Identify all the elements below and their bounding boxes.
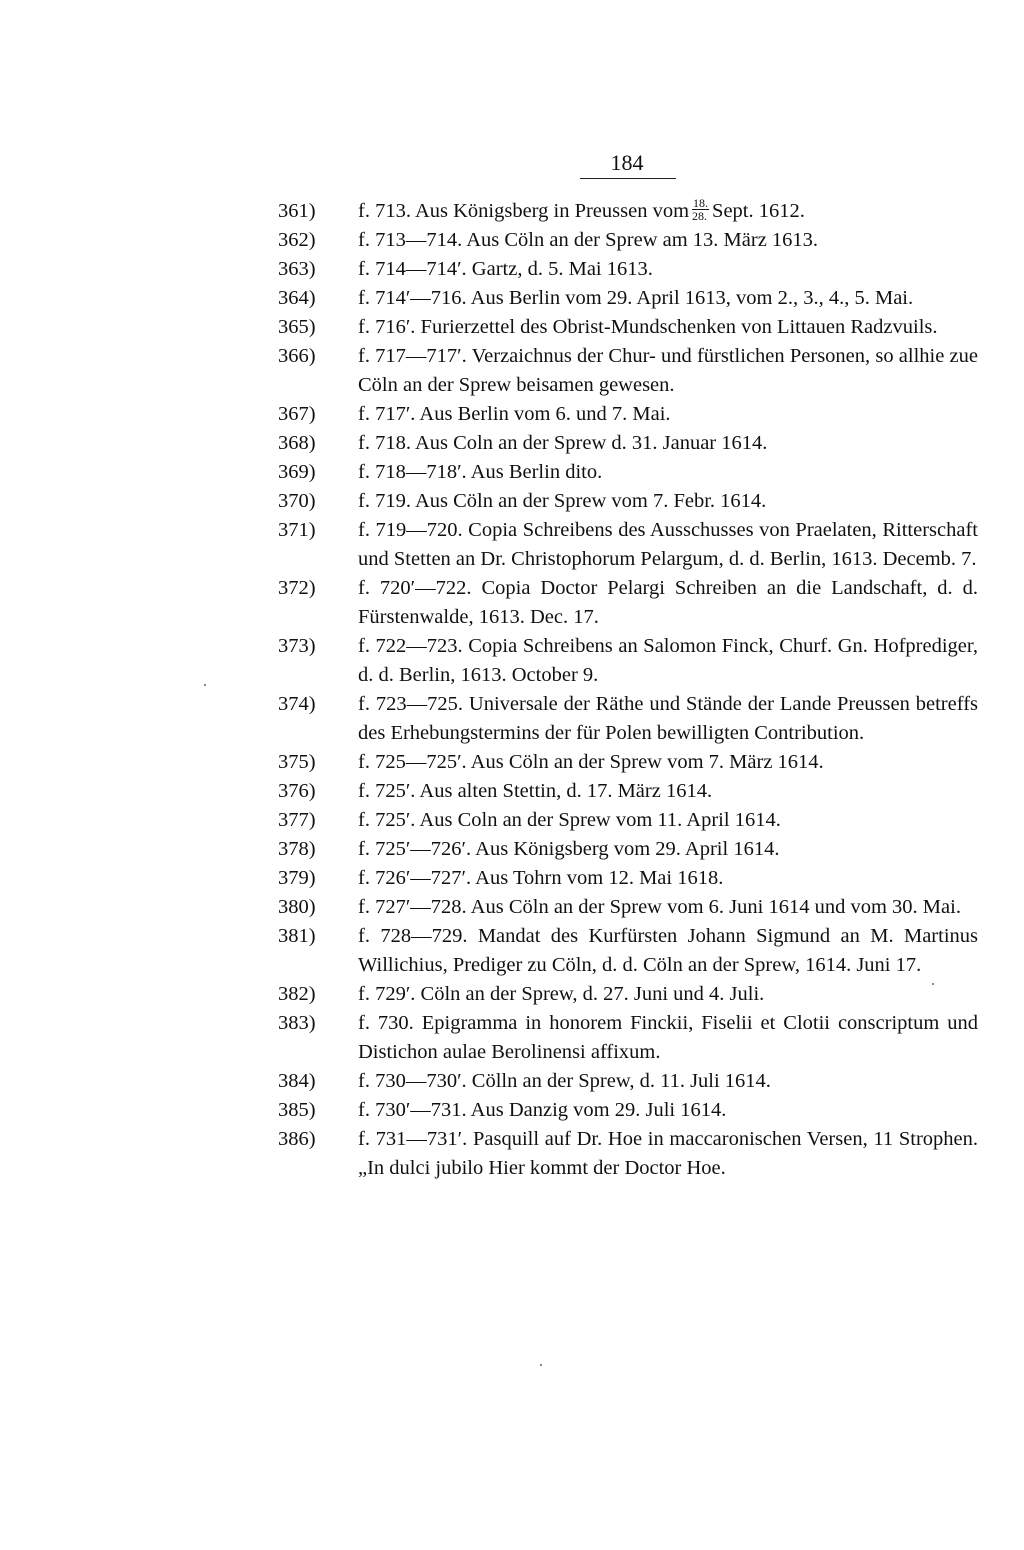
entry-text: f. 720′—722. Copia Doctor Pelargi Schreiben an die Landschaft, d. d. Fürstenwalde, 1613. Dec. 17. [358, 577, 978, 628]
entry-number: 365) [278, 316, 316, 338]
list-item [278, 690, 978, 748]
entry-text: f. 714—714′. Gartz, d. 5. Mai 1613. [358, 258, 653, 280]
entry-text: f. 727′—728. Aus Cöln an der Sprew vom 6. Juni 1614 und vom 30. Mai. [358, 896, 961, 918]
entry-text: f. 725′—726′. Aus Königsberg vom 29. April 1614. [358, 838, 780, 860]
entry-text: f. 717′. Aus Berlin vom 6. und 7. Mai. [358, 403, 671, 425]
entry-number: 385) [278, 1099, 316, 1121]
entry-text: f. 719. Aus Cöln an der Sprew vom 7. Febr. 1614. [358, 490, 767, 512]
list-item [278, 922, 978, 980]
entry-number: 379) [278, 867, 316, 889]
paper-speck [540, 1364, 542, 1366]
list-item [278, 748, 978, 777]
entry-text: f. 713—714. Aus Cöln an der Sprew am 13. März 1613. [358, 229, 819, 251]
entry-text: f. 731—731′. Pasquill auf Dr. Hoe in maccaronischen Versen, 11 Strophen. „In dulci jubilo Hier kommt der Doctor Hoe. [358, 1128, 978, 1179]
entry-number: 384) [278, 1070, 316, 1092]
entry-text-after-fraction: Sept. 1612. [712, 200, 805, 222]
entry-text: f. 728—729. Mandat des Kurfürsten Johann Sigmund an M. Martinus Willichius, Prediger zu Cöln, d. d. Cöln an der Sprew, 1614. Juni 17. [358, 925, 978, 976]
list-item [278, 255, 978, 284]
entry-number: 374) [278, 693, 316, 715]
entry-text [358, 197, 978, 226]
list-item [278, 835, 978, 864]
entry-text: f. 725′. Aus Coln an der Sprew vom 11. April 1614. [358, 809, 781, 831]
list-item [278, 487, 978, 516]
date-fraction [692, 197, 709, 222]
list-item [278, 893, 978, 922]
list-item [278, 1009, 978, 1067]
list-item [278, 197, 978, 226]
entry-number: 376) [278, 780, 316, 802]
list-item [278, 313, 978, 342]
list-item [278, 777, 978, 806]
entry-number: 380) [278, 896, 316, 918]
page-number-rule [580, 178, 676, 179]
entry-number: 361) [278, 200, 316, 222]
list-item [278, 458, 978, 487]
entry-text: f. 716′. Furierzettel des Obrist-Mundschenken von Littauen Radzvuils. [358, 316, 938, 338]
entry-number: 377) [278, 809, 316, 831]
entry-text: f. 730′—731. Aus Danzig vom 29. Juli 1614. [358, 1099, 727, 1121]
list-item [278, 980, 978, 1009]
list-item [278, 342, 978, 400]
list-item [278, 429, 978, 458]
entry-number: 363) [278, 258, 316, 280]
list-item [278, 632, 978, 690]
entry-text: f. 722—723. Copia Schreibens an Salomon Finck, Churf. Gn. Hofprediger, d. d. Berlin, 1613. October 9. [358, 635, 978, 686]
fraction-numerator: 18. [693, 195, 709, 210]
entry-number: 364) [278, 287, 316, 309]
list-item [278, 864, 978, 893]
entry-number: 371) [278, 519, 316, 541]
list-item [278, 400, 978, 429]
paper-speck [932, 983, 934, 985]
list-item [278, 1067, 978, 1096]
paper-speck [204, 684, 206, 686]
entry-text: f. 730—730′. Cölln an der Sprew, d. 11. Juli 1614. [358, 1070, 771, 1092]
list-item [278, 1125, 978, 1183]
list-item [278, 806, 978, 835]
entry-text: f. 719—720. Copia Schreibens des Ausschusses von Praelaten, Ritterschaft und Stetten an Dr. Christophorum Pelargum, d. d. Berlin, 1613. Decemb. 7. [358, 519, 978, 570]
entry-number: 362) [278, 229, 316, 251]
entry-list [278, 197, 978, 1183]
fraction-denominator: 28. [692, 208, 708, 223]
entry-number: 366) [278, 345, 316, 367]
entry-number: 368) [278, 432, 316, 454]
entry-text: f. 725′. Aus alten Stettin, d. 17. März 1614. [358, 780, 713, 802]
entry-number: 378) [278, 838, 316, 860]
entry-text: f. 729′. Cöln an der Sprew, d. 27. Juni und 4. Juli. [358, 983, 765, 1005]
list-item [278, 226, 978, 255]
entry-number: 370) [278, 490, 316, 512]
list-item [278, 1096, 978, 1125]
entry-number: 381) [278, 925, 316, 947]
entry-text: f. 718. Aus Coln an der Sprew d. 31. Januar 1614. [358, 432, 768, 454]
entry-number: 369) [278, 461, 316, 483]
list-item [278, 516, 978, 574]
page-number: 184 [610, 150, 644, 175]
entry-text: f. 725—725′. Aus Cöln an der Sprew vom 7. März 1614. [358, 751, 824, 773]
entry-text-before-fraction: f. 713. Aus Königsberg in Preussen vom [358, 200, 690, 222]
entry-text: f. 714′—716. Aus Berlin vom 29. April 1613, vom 2., 3., 4., 5. Mai. [358, 287, 914, 309]
entry-number: 386) [278, 1128, 316, 1150]
entry-text: f. 717—717′. Verzaichnus der Chur- und fürstlichen Personen, so allhie zue Cöln an der Sprew beisamen gewesen. [358, 345, 978, 396]
entry-text: f. 723—725. Universale der Räthe und Stände der Lande Preussen betreffs des Erhebungstermins der für Polen bewilligten Contribution. [358, 693, 978, 744]
entry-text: f. 718—718′. Aus Berlin dito. [358, 461, 603, 483]
entry-number: 375) [278, 751, 316, 773]
list-item [278, 284, 978, 313]
entry-text: f. 730. Epigramma in honorem Finckii, Fiselii et Clotii conscriptum und Distichon aulae Berolinensi affixum. [358, 1012, 978, 1063]
entry-number: 372) [278, 577, 316, 599]
entry-number: 373) [278, 635, 316, 657]
list-item [278, 574, 978, 632]
entry-number: 382) [278, 983, 316, 1005]
entry-number: 367) [278, 403, 316, 425]
entry-text: f. 726′—727′. Aus Tohrn vom 12. Mai 1618. [358, 867, 724, 889]
entry-number: 383) [278, 1012, 316, 1034]
